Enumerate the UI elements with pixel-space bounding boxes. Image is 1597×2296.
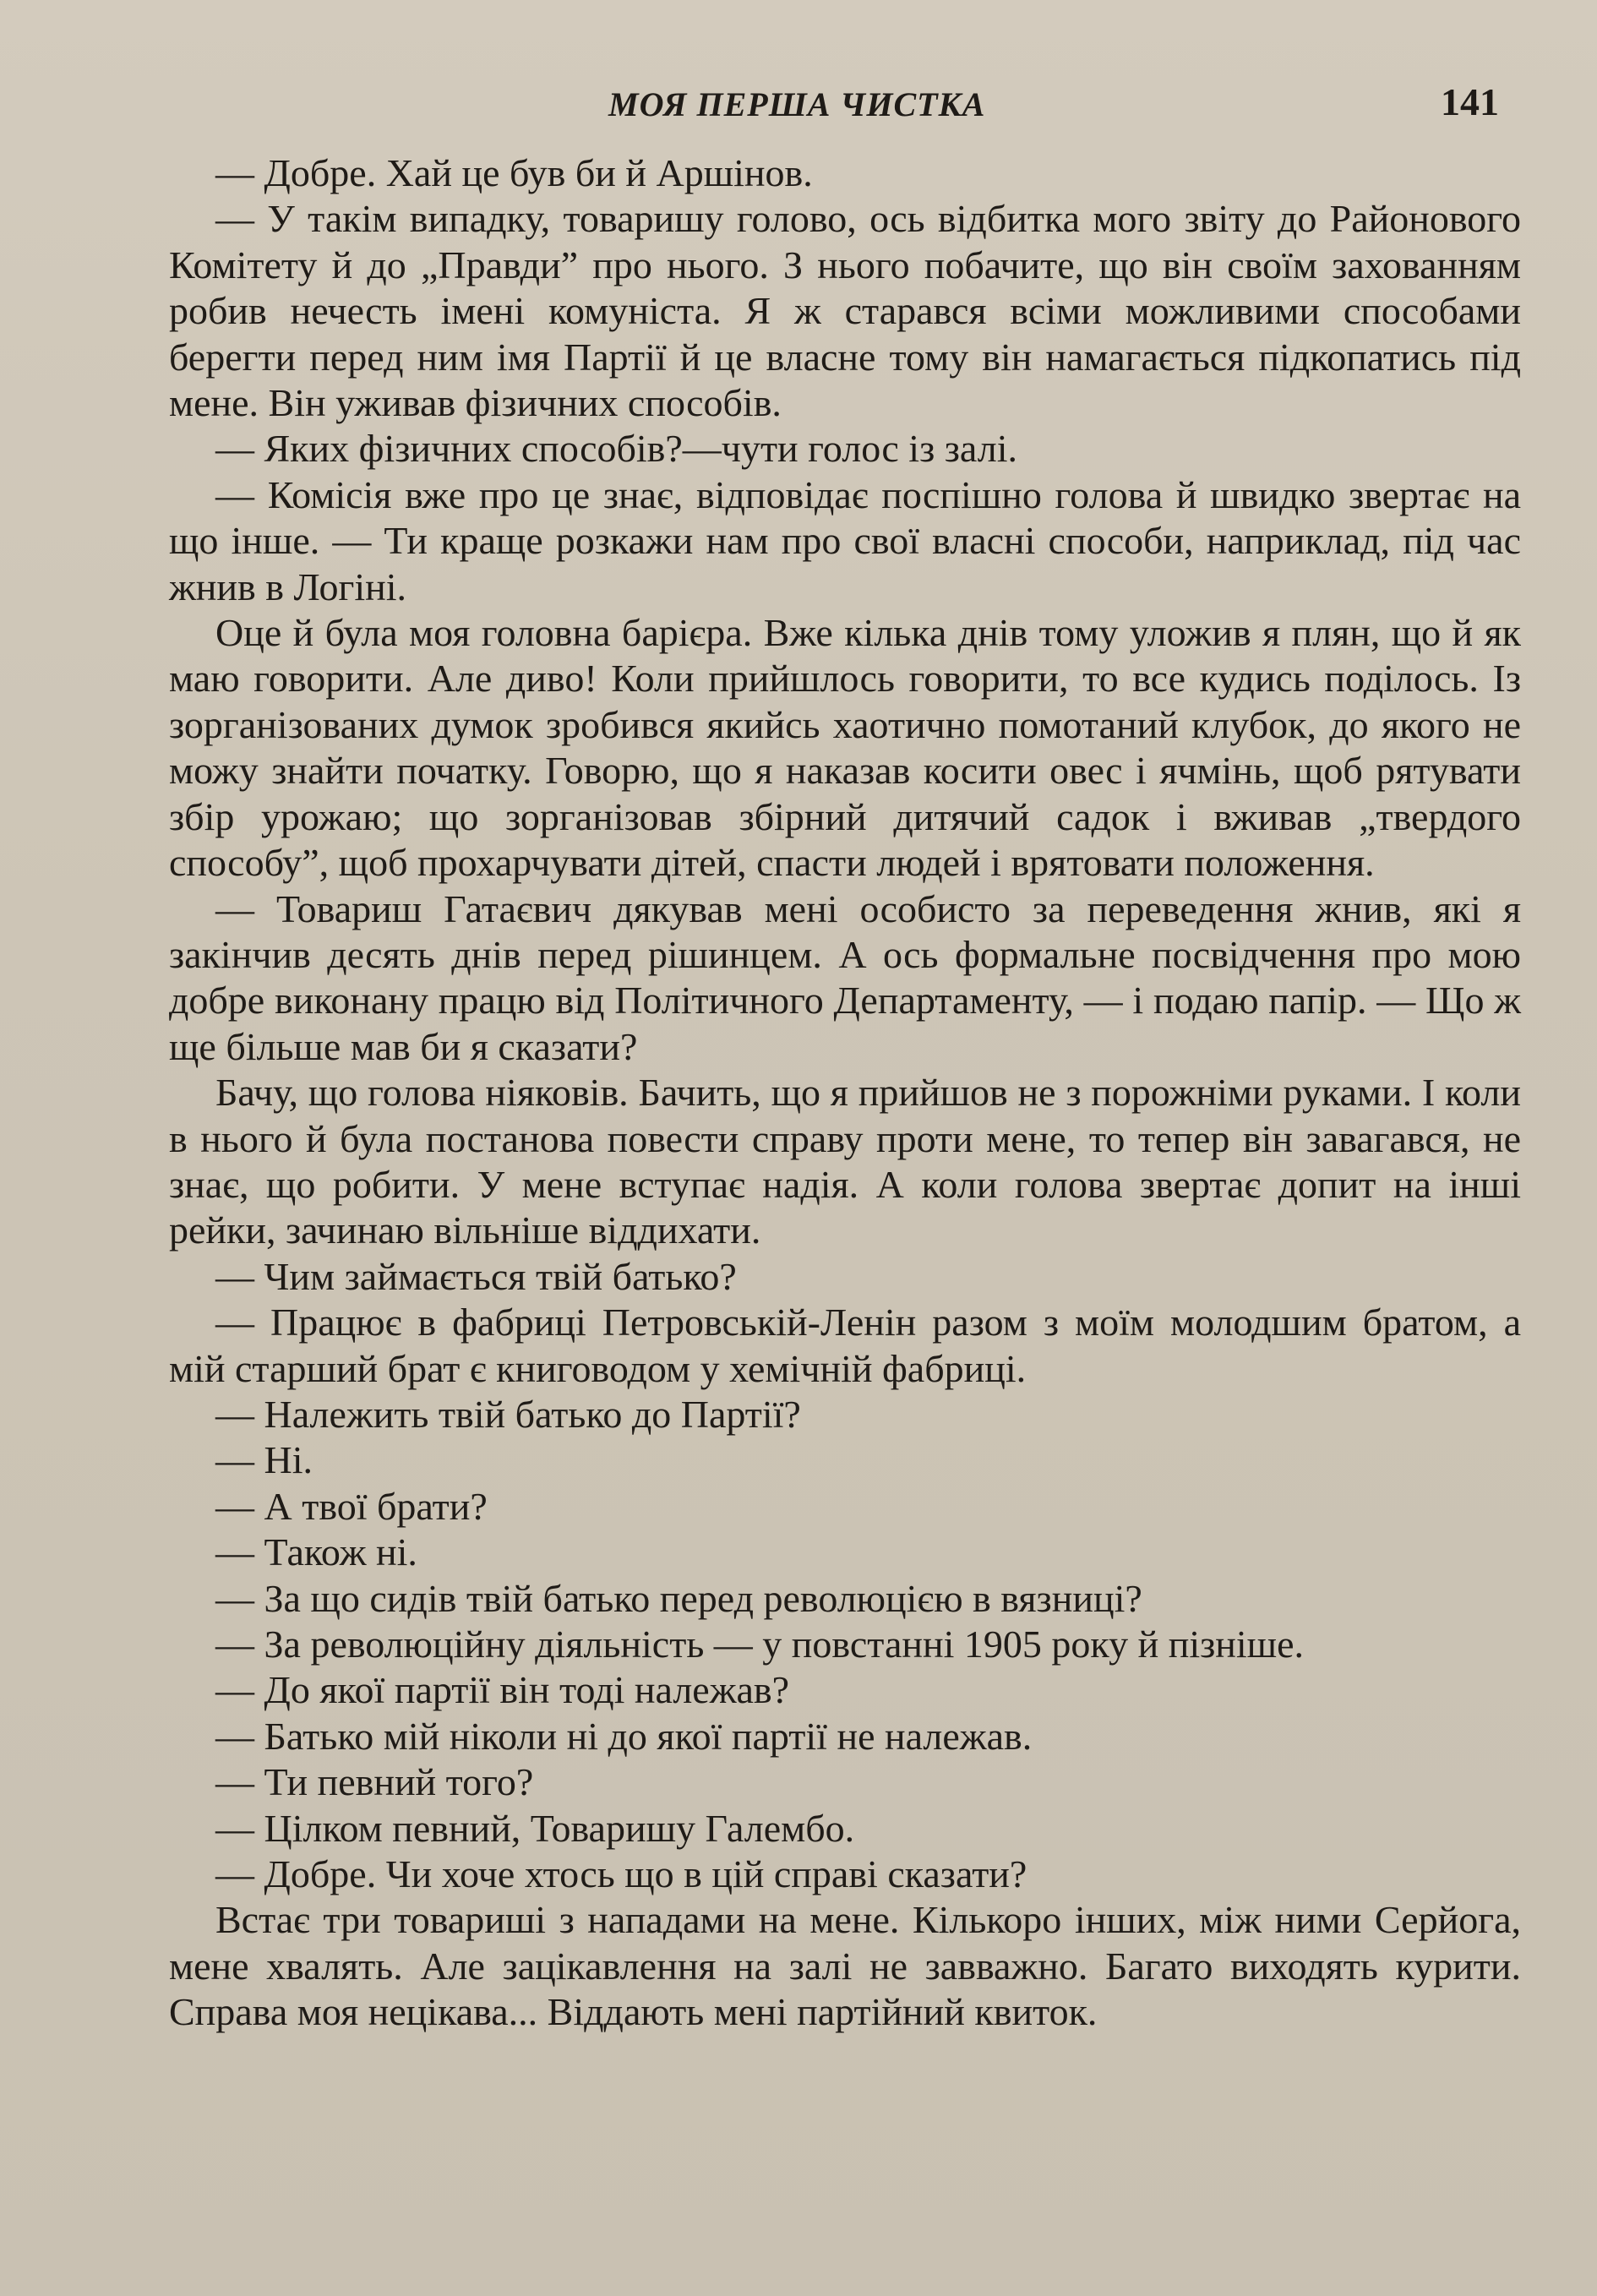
paragraph: Бачу, що голова ніяковів. Бачить, що я прийшов не з порожніми руками. І коли в нього й була постанова повести справу проти мене, то тепер він завагався, не знає, що робити. У мене вступає надія. А коли голова звертає допит на інші рейки, зачинаю вільніше віддихати. <box>169 1071 1521 1252</box>
page-header <box>0 76 1597 135</box>
dialogue-line: — А твої брати? <box>215 1484 488 1528</box>
dialogue-line: — Цілком певний, Товаришу Галембо. <box>215 1806 855 1850</box>
dialogue-line: — Також ні. <box>215 1530 417 1574</box>
running-head: МОЯ ПЕРША ЧИСТКА <box>608 85 986 123</box>
page-body <box>169 150 1521 2036</box>
paragraph: — У такім випадку, товаришу голово, ось відбитка мого звіту до Районового Комітету й до „Правди” про нього. З нього побачите, що він своїм захованням робив нечесть імені комуніста. Я ж старався всіми можливими способами берегти перед ним імя Партії й це власне тому він намагається підкопатись під мене. Він уживав фізичних способів. <box>169 197 1521 425</box>
dialogue-line: — Належить твій батько до Партії? <box>215 1392 801 1436</box>
paragraph: Встає три товариші з нападами на мене. Кількоро інших, між ними Серйога, мене хвалять. Але зацікавлення на залі не завважно. Багато виходять курити. Справа моя нецікава... Віддають мені партійний квиток. <box>169 1898 1521 2034</box>
paragraph: — Яких фізичних способів?—чути голос із залі. <box>215 427 1017 471</box>
dialogue-line: — Працює в фабриці Петровській-Ленін разом з моїм молодшим братом, а мій старший брат є книговодом у хемічній фабриці. <box>169 1301 1521 1390</box>
page-number: 141 <box>1441 80 1499 123</box>
paragraph: — Товариш Гатаєвич дякував мені особисто за переведення жнив, які я закінчив десять днів перед рішинцем. А ось формальне посвідчення про мою добре виконану працю від Політичного Департаменту, — і подаю папір. — Що ж ще більше мав би я сказати? <box>169 886 1521 1068</box>
paragraph: — Добре. Хай це був би й Аршінов. <box>215 151 813 194</box>
dialogue-line: — Ні. <box>215 1438 313 1482</box>
dialogue-line: — Батько мій ніколи ні до якої партії не належав. <box>215 1714 1033 1758</box>
dialogue-line: — Ти певний того? <box>215 1760 534 1804</box>
dialogue-line: — За революційну діяльність — у повстанні 1905 року й пізніше. <box>215 1622 1304 1666</box>
dialogue-line: — Добре. Чи хоче хтось що в цій справі сказати? <box>215 1852 1027 1896</box>
paragraph: — Комісія вже про це знає, відповідає поспішно голова й швидко звертає на що інше. — Ти краще розкажи нам про свої власні способи, наприклад, під час жнив в Логіні. <box>169 472 1521 608</box>
dialogue-line: — До якої партії він тоді належав? <box>215 1668 790 1712</box>
paragraph: Оце й була моя головна барієра. Вже кілька днів тому уложив я плян, що й як маю говорити. Але диво! Коли прийшлось говорити, то все кудись поділось. Із зорганізованих думок зробився якийсь хаотично помотаний клубок, до якого не можу знайти початку. Говорю, що я наказав косити овес і ячмінь, щоб рятувати збір урожаю; що зорганізовав збірний дитячий садок і вживав „твердого способу”, щоб прохарчувати дітей, спасти людей і врятовати положення. <box>169 611 1521 885</box>
dialogue-line: — За що сидів твій батько перед революцією в вязниці? <box>215 1576 1142 1620</box>
dialogue-line: — Чим займається твій батько? <box>215 1254 737 1298</box>
